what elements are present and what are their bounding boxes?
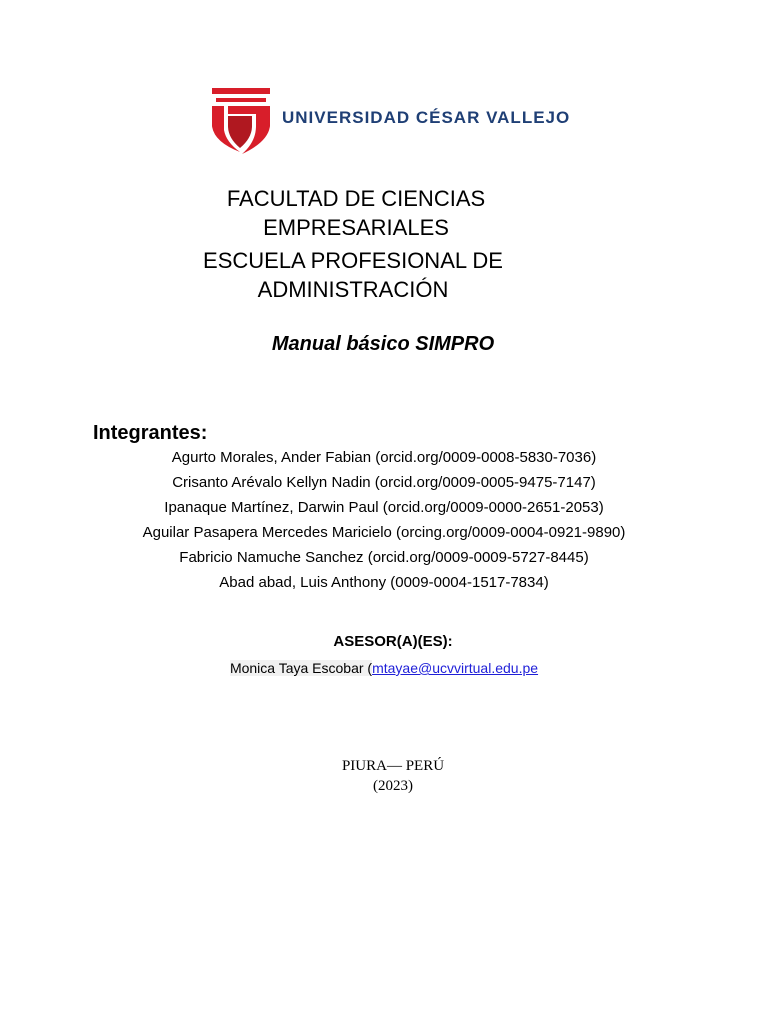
university-logo (210, 86, 571, 156)
members-list (0, 447, 768, 597)
list-item: Abad abad, Luis Anthony (0009-0004-1517-7834) (219, 574, 549, 591)
document-title-text: Manual básico SIMPRO (271, 333, 495, 355)
faculty-line-2: EMPRESARIALES (263, 215, 449, 240)
list-item: Crisanto Arévalo Kellyn Nadin (orcid.org/0009-0005-9475-7147) (172, 474, 596, 491)
document-title (0, 333, 768, 356)
place-and-year (0, 756, 768, 796)
advisor-line (0, 660, 768, 676)
university-name: UNIVERSIDAD CÉSAR VALLEJO (282, 108, 571, 127)
list-item: Agurto Morales, Ander Fabian (orcid.org/0009-0008-5830-7036) (171, 449, 597, 466)
ucv-shield-icon (210, 86, 274, 156)
advisor-email-link[interactable]: mtayae@ucvvirtual.edu.pe (372, 660, 539, 676)
members-heading: Integrantes: (93, 422, 208, 444)
faculty-name (0, 184, 740, 242)
location: PIURA— PERÚ (341, 758, 445, 774)
advisor-heading: ASESOR(A)(ES): (333, 633, 453, 650)
list-item: Fabricio Namuche Sanchez (orcid.org/0009-0009-5727-8445) (179, 549, 589, 566)
faculty-line-1: FACULTAD DE CIENCIAS (226, 186, 486, 211)
school-line-1: ESCUELA PROFESIONAL DE (203, 248, 503, 273)
school-name (0, 246, 737, 304)
year: (2023) (373, 778, 413, 794)
list-item: Aguilar Pasapera Mercedes Maricielo (orcing.org/0009-0004-0921-9890) (142, 524, 626, 541)
advisor-name: Monica Taya Escobar ( (229, 660, 373, 676)
school-line-2: ADMINISTRACIÓN (257, 277, 449, 302)
list-item: Ipanaque Martínez, Darwin Paul (orcid.org/0009-0000-2651-2053) (164, 499, 604, 516)
